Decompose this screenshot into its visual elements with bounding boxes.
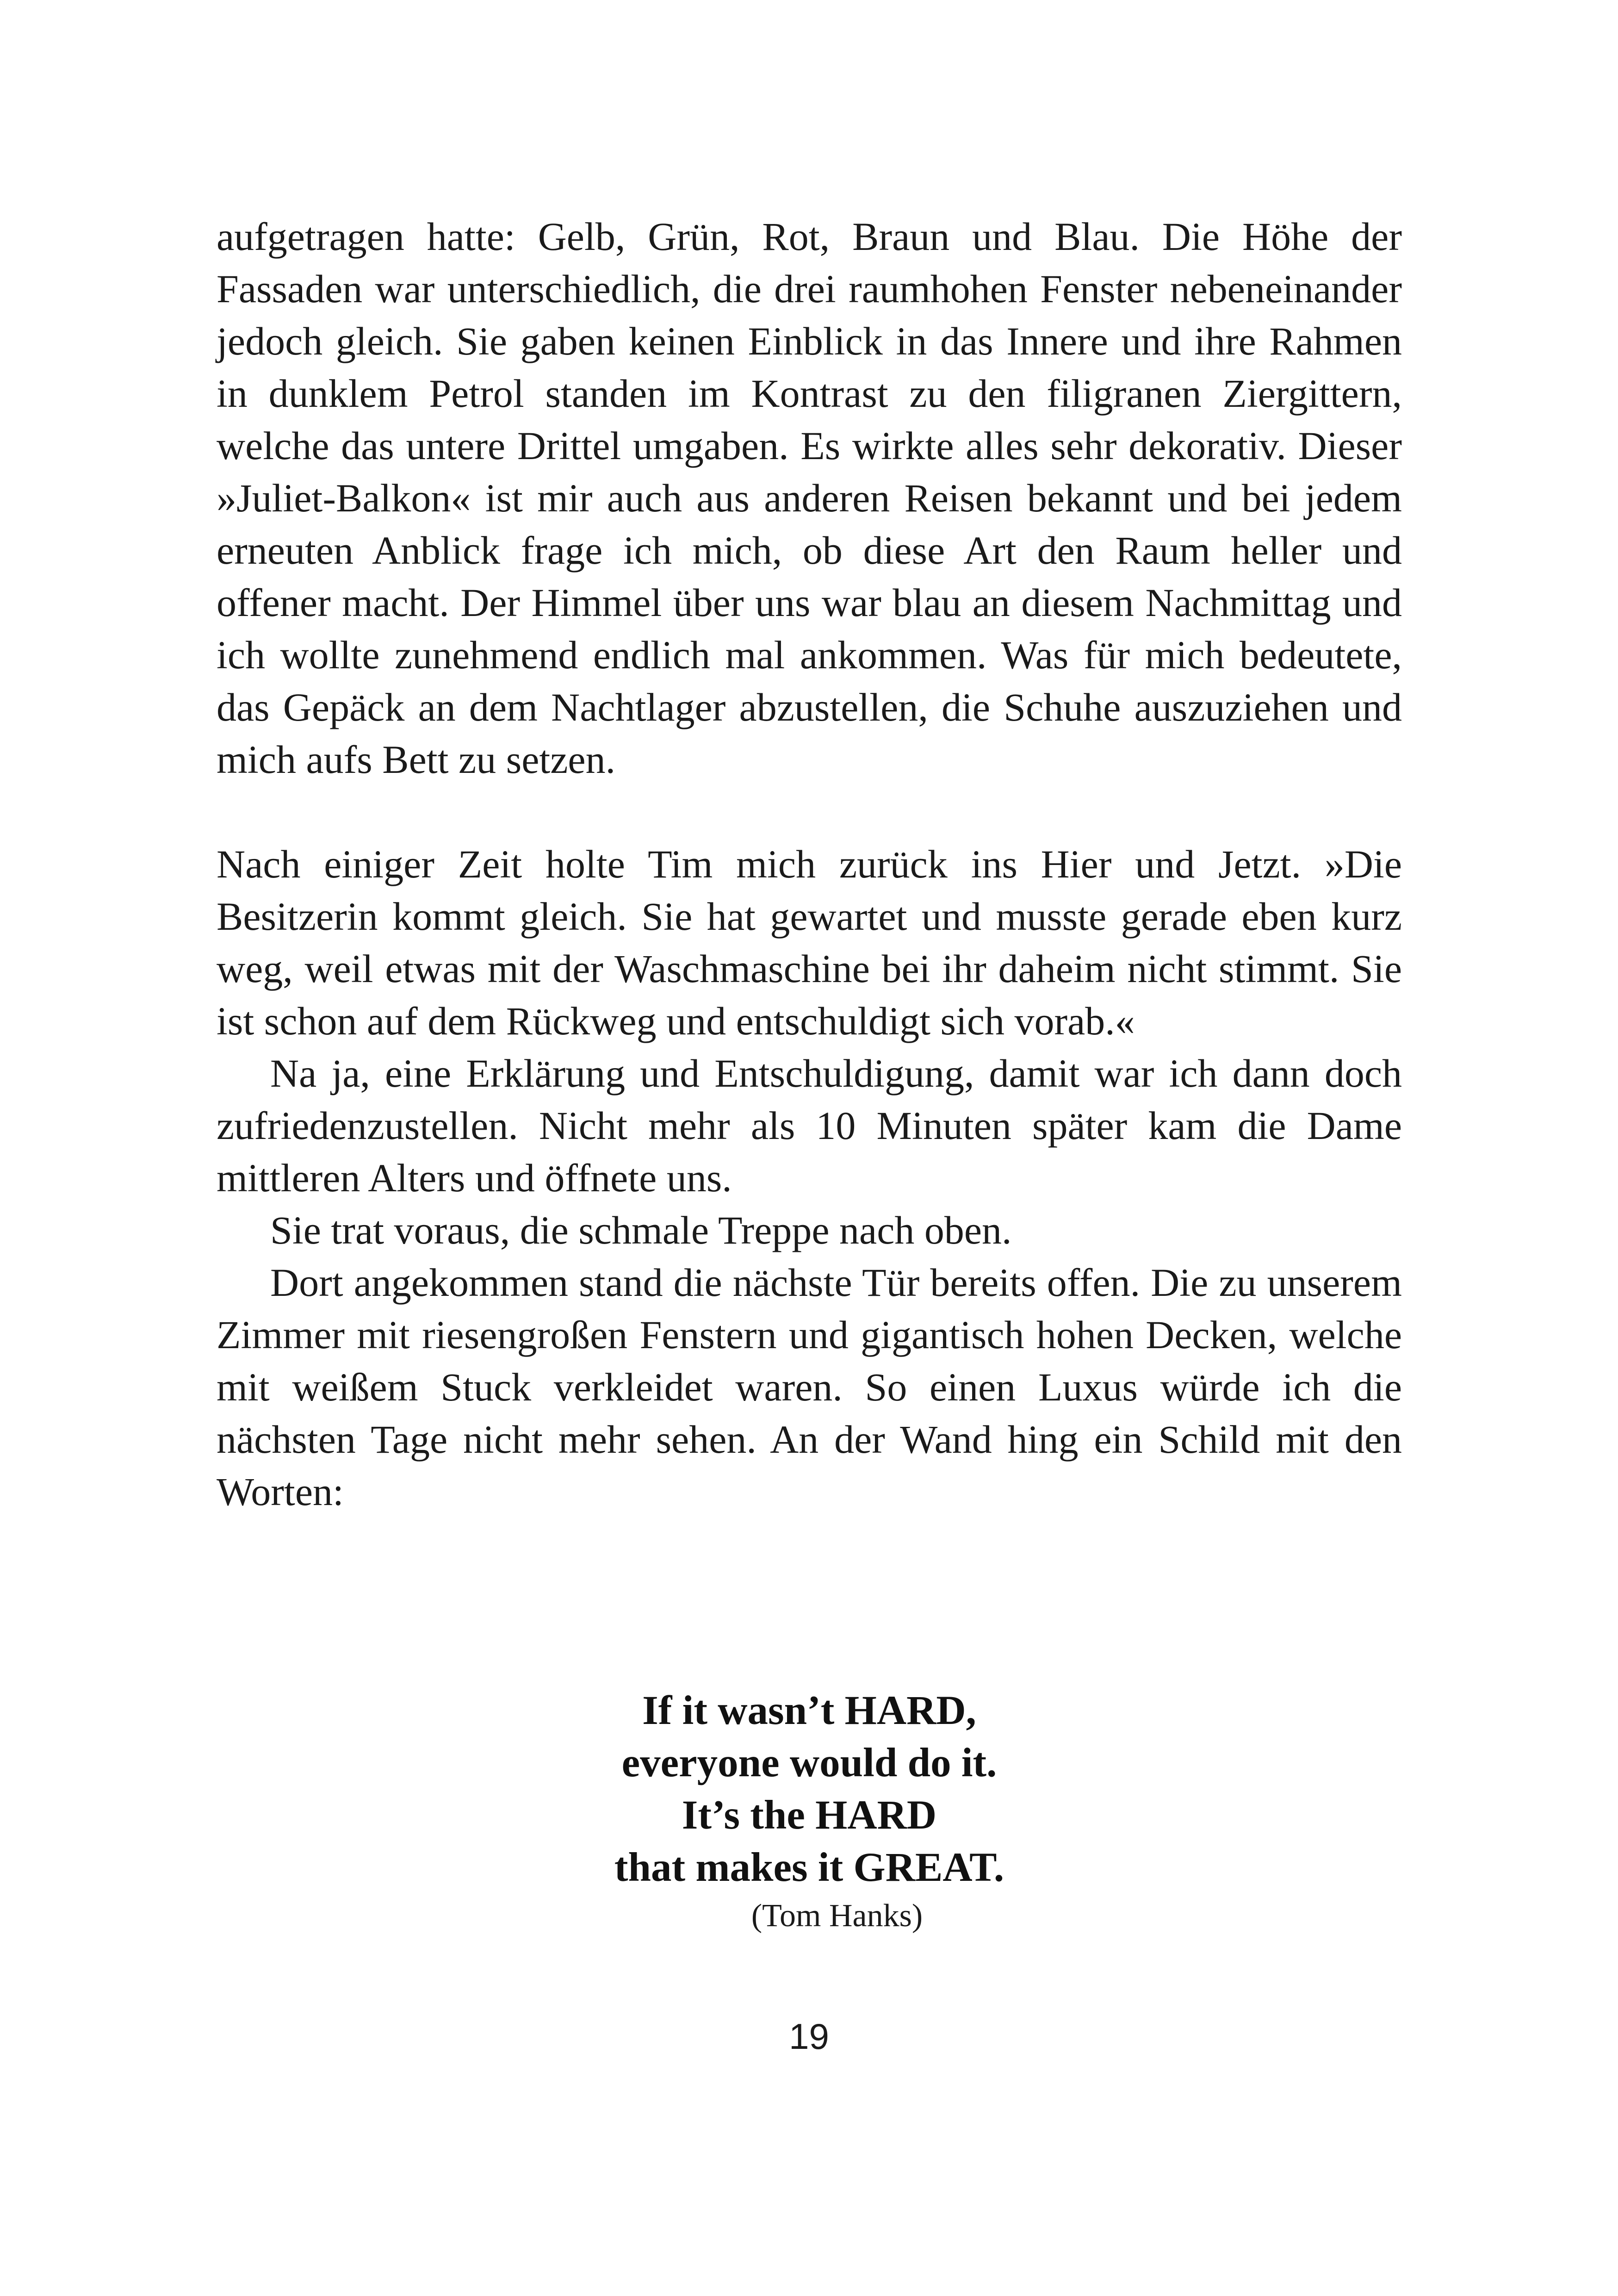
wall-sign-quote [217, 1685, 1402, 1938]
quote-line-4: that makes it GREAT. [614, 1845, 1004, 1890]
paragraph-facades: aufgetragen hatte: Gelb, Grün, Rot, Braun und Blau. Die Höhe der Fassaden war unterschiedlich, die drei raumhohen Fenster nebeneinander jedoch gleich. Sie gaben keinen Einblick in das Innere und ihre Rahmen in dunklem Petrol standen im Kontrast zu den filigranen Ziergittern, welche das untere Drittel umgaben. Es wirkte alles sehr dekorativ. Dieser »Juliet-Balkon« ist mir auch aus anderen Reisen bekannt und bei jedem erneuten Anblick frage ich mich, ob diese Art den Raum heller und offener macht. Der Himmel über uns war blau an diesem Nachmittag und ich wollte zunehmend endlich mal ankommen. Was für mich bedeutete, das Gepäck an dem Nachtlager abzustellen, die Schuhe auszuziehen und mich aufs Bett zu setzen. [217, 214, 1402, 782]
section-break [217, 786, 1402, 838]
page-number: 19 [789, 2016, 829, 2057]
paragraph-stairs: Sie trat voraus, die schmale Treppe nach oben. [270, 1208, 1012, 1252]
quote-line-2: everyone would do it. [621, 1740, 997, 1786]
quote-line-1: If it wasn’t HARD, [642, 1688, 976, 1733]
quote-author: (Tom Hanks) [751, 1898, 923, 1934]
paragraph-tim-returns: Nach einiger Zeit holte Tim mich zurück ins Hier und Jetzt. »Die Besitzerin kommt gleich. Sie hat gewartet und musste gerade eben kurz weg, weil etwas mit der Waschmaschine bei ihr daheim nicht stimmt. Sie ist schon auf dem Rückweg und entschuldigt sich vorab.« [217, 842, 1402, 1043]
quote-line-3: It’s the HARD [682, 1792, 937, 1838]
paragraph-room: Dort angekommen stand die nächste Tür bereits offen. Die zu unserem Zimmer mit riesengroßen Fenstern und gigantisch hohen Decken, welche mit weißem Stuck verkleidet waren. So einen Luxus würde ich die nächsten Tage nicht mehr sehen. An der Wand hing ein Schild mit den Worten: [217, 1260, 1402, 1514]
body-text [217, 211, 1402, 1518]
paragraph-explanation: Na ja, eine Erklärung und Entschuldigung, damit war ich dann doch zufriedenzustellen. Nicht mehr als 10 Minuten später kam die Dame mittleren Alters und öffnete uns. [217, 1051, 1402, 1200]
